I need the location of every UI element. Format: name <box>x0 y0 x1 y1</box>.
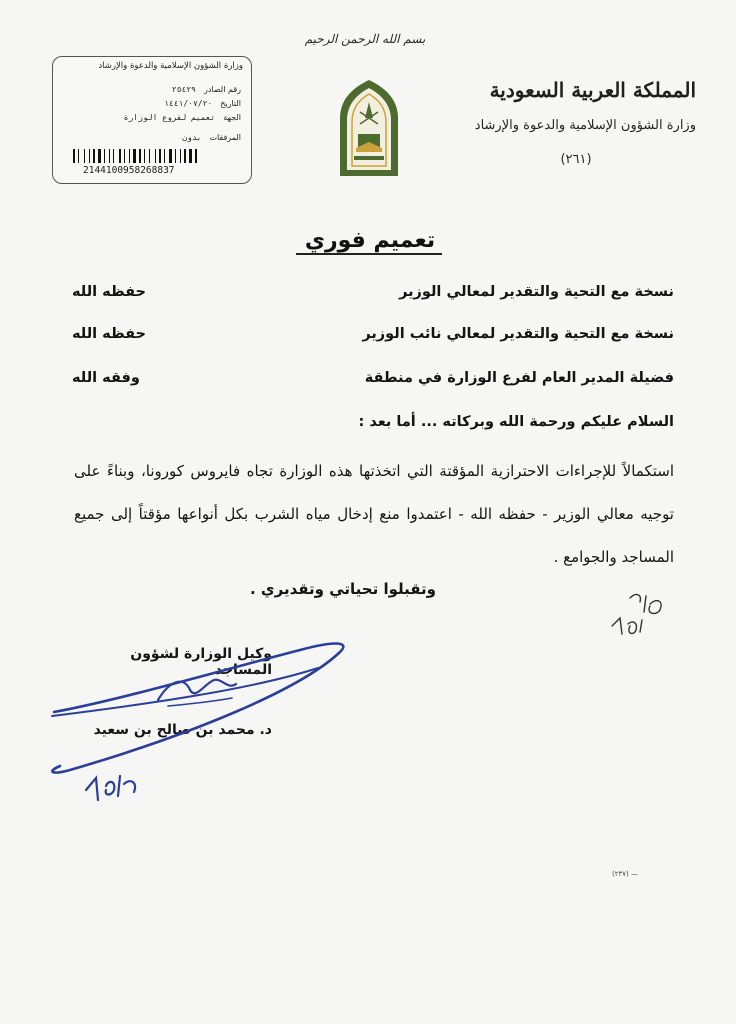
barcode-bar <box>155 149 156 163</box>
barcode-number: 2144100958268837 <box>83 165 175 176</box>
barcode-bar <box>80 149 83 163</box>
barcode-bar <box>78 149 79 163</box>
stamp-value: تعميم لفروع الوزارة <box>123 113 216 122</box>
address-line: نسخة مع التحية والتقدير لمعالي الوزير <box>399 284 674 300</box>
barcode-bar <box>166 149 168 163</box>
margin-note <box>630 595 661 614</box>
greeting: السلام عليكم ورحمة الله وبركاته ... أما بعد : <box>358 414 674 430</box>
signatory-name: د. محمد بن صالح بن سعيد <box>93 722 272 738</box>
barcode-bar <box>139 149 141 163</box>
barcode-bar <box>102 149 103 163</box>
address-blessing: حفظه الله <box>72 284 146 300</box>
barcode-bar <box>137 149 138 163</box>
stamp-label: الجهة <box>223 113 241 122</box>
barcode-bar <box>182 149 183 163</box>
barcode-bar <box>129 149 130 163</box>
barcode-bar <box>189 149 192 163</box>
barcode-bar <box>193 149 194 163</box>
basmala: بسم الله الرحمن الرحيم <box>304 32 426 46</box>
barcode-bar <box>91 149 92 163</box>
barcode-bar <box>144 149 145 163</box>
barcode-bar <box>177 149 179 163</box>
barcode-bar <box>149 149 150 163</box>
barcode-bar <box>159 149 161 163</box>
barcode-bar <box>187 149 188 163</box>
stamp-label: التاريخ <box>220 99 241 108</box>
margin-note <box>612 618 642 634</box>
barcode-bar <box>104 149 105 163</box>
form-footnote: — (٢٣٧) <box>612 870 638 878</box>
barcode-bar <box>111 149 112 163</box>
barcode-bar <box>175 149 176 163</box>
stamp-value: ٢٥٤٢٩ <box>171 85 196 94</box>
barcode-bar <box>119 149 121 163</box>
letter-body: استكمالاً للإجراءات الاحترازية المؤقتة التي اتخذتها هذه الوزارة تجاه فايروس كورونا، وبناءً على توجيه معالي الوزير - حفظه الله - اعتمدوا منع إدخال مياه الشرب بكل أنواعها مؤقتاً إلى جميع المساجد والجوامع . <box>74 462 674 566</box>
barcode-bar <box>195 149 197 163</box>
barcode-bar <box>93 149 95 163</box>
barcode-bar <box>198 149 199 163</box>
ministry-title: وزارة الشؤون الإسلامية والدعوة والإرشاد <box>474 118 696 133</box>
barcode-bar <box>151 149 154 163</box>
stamp-label: رقم الصادر <box>203 85 241 94</box>
barcode-bar <box>86 149 88 163</box>
incoming-stamp <box>52 56 252 184</box>
stamp-title: وزارة الشؤون الإسلامية والدعوة والإرشاد <box>98 61 243 71</box>
address-line: فضيلة المدير العام لفرع الوزارة في منطقة <box>364 370 674 386</box>
address-blessing: حفظه الله <box>72 326 146 342</box>
title-underline <box>296 253 442 255</box>
stamp-label: المرفقات <box>209 133 241 142</box>
barcode-bar <box>89 149 90 163</box>
kingdom-title: المملكة العربية السعودية <box>489 78 696 102</box>
barcode <box>73 149 223 163</box>
barcode-bar <box>180 149 181 163</box>
address-blessing: وفقه الله <box>72 370 140 386</box>
barcode-bar <box>115 149 118 163</box>
barcode-bar <box>122 149 123 163</box>
barcode-bar <box>124 149 125 163</box>
barcode-bar <box>142 149 143 163</box>
barcode-bar <box>73 149 75 163</box>
signature-stroke <box>168 698 232 706</box>
stamp-row <box>61 85 241 94</box>
barcode-bar <box>131 149 132 163</box>
signature-stroke <box>158 680 236 700</box>
barcode-bar <box>133 149 136 163</box>
barcode-bar <box>84 149 85 163</box>
stamp-row <box>61 113 241 122</box>
barcode-bar <box>184 149 186 163</box>
closing: وتقبلوا تحياتي وتقديري . <box>249 580 436 598</box>
barcode-bar <box>164 149 165 163</box>
barcode-bar <box>109 149 110 163</box>
barcode-bar <box>173 149 174 163</box>
circular-title: تعميم فوري <box>304 228 436 253</box>
ministry-emblem-icon <box>334 78 404 178</box>
barcode-bar <box>157 149 158 163</box>
barcode-bar <box>98 149 101 163</box>
stamp-row <box>61 99 241 108</box>
stamp-value: ١٤٤١/٠٧/٢٠ <box>164 99 213 108</box>
stamp-value: بدون <box>182 133 202 142</box>
barcode-bar <box>162 149 163 163</box>
signatory-title: وكيل الوزارة لشؤون المساجد <box>130 646 272 678</box>
barcode-bar <box>113 149 114 163</box>
address-line: نسخة مع التحية والتقدير لمعالي نائب الوزير <box>362 326 674 342</box>
barcode-bar <box>96 149 97 163</box>
barcode-bar <box>146 149 148 163</box>
reference-number: (٢٦١) <box>560 152 592 167</box>
barcode-bar <box>106 149 108 163</box>
barcode-bar <box>126 149 128 163</box>
handwritten-date <box>86 776 135 800</box>
stamp-row <box>61 133 241 142</box>
barcode-bar <box>76 149 77 163</box>
barcode-bar <box>169 149 172 163</box>
